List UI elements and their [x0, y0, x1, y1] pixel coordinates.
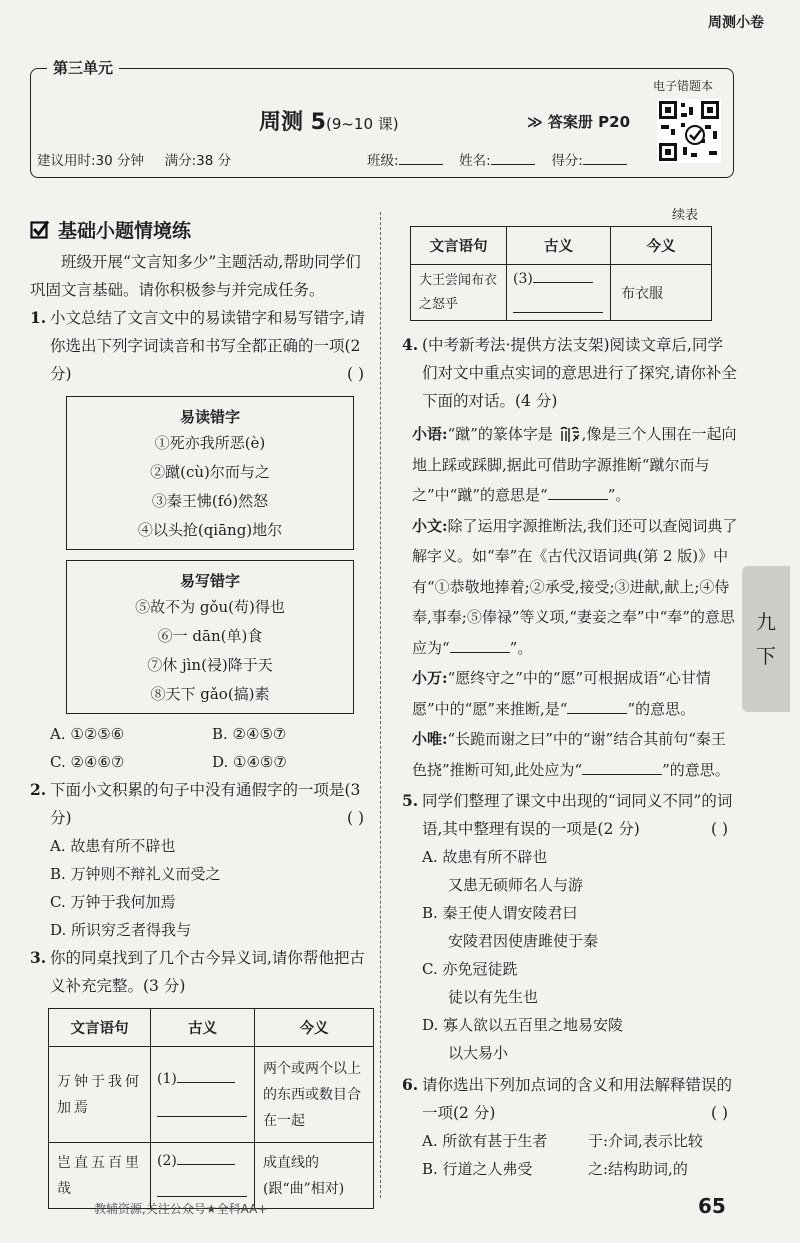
q1-options-row1	[30, 720, 374, 748]
blank-number: (1)	[157, 1070, 177, 1087]
option-b[interactable]: B. 万钟则不辩礼义而受之	[50, 865, 221, 883]
cell-sentence: 万钟于我何加焉	[49, 1047, 151, 1143]
speaker-name: 小万:	[412, 669, 448, 687]
option-c[interactable]: C. 万钟于我何加焉	[50, 893, 176, 911]
right-column	[402, 204, 738, 1183]
qr-code-icon[interactable]	[657, 99, 721, 163]
dialogue-end: ”。	[607, 486, 631, 504]
easy-miswrite-box	[66, 560, 354, 714]
question-text: 同学们整理了课文中出现的“词同义不同”的词语,其中整理有误的一项是(2 分)	[422, 792, 733, 838]
name-label: 姓名:	[459, 153, 491, 169]
option-line: 徒以有先生也	[448, 988, 539, 1006]
class-label: 班级:	[367, 153, 399, 169]
dialogue-text: “长跪而谢之曰”中的“谢”结合其前句“秦王色挠”推断可知,此处应为“	[412, 730, 726, 779]
unit-label: 第三单元	[47, 57, 119, 78]
question-number: 1.	[30, 308, 47, 327]
box-item: ⑦休 jìn(祲)降于天	[147, 656, 273, 674]
question-number: 5.	[402, 791, 419, 810]
dialogue	[402, 419, 738, 785]
option-b[interactable]: B. ②④⑤⑦	[212, 725, 287, 743]
section-title-text: 基础小题情境练	[58, 219, 192, 242]
page-tag: 周测小卷	[708, 15, 764, 31]
cell-modern: 两个或两个以上的东西或数目合在一起	[255, 1047, 374, 1143]
header-sentence: 文言语句	[49, 1009, 151, 1047]
option-explanation: 之:结构助词,的	[588, 1160, 688, 1178]
box-item: ③秦王怫(fó)然怒	[151, 492, 269, 510]
suggested-time: 建议用时:30 分钟	[37, 153, 145, 169]
dialogue-end: ”。	[509, 638, 533, 657]
table-row	[49, 1143, 374, 1209]
seal-script-character-icon	[558, 425, 582, 445]
answer-paren[interactable]: ( )	[346, 365, 364, 383]
option-d[interactable]	[402, 1011, 738, 1067]
test-title	[259, 105, 399, 136]
archaic-words-table	[48, 1008, 374, 1209]
box-item: ②蹴(cù)尔而与之	[150, 463, 270, 481]
question-5	[402, 787, 738, 843]
option-line: A. 故患有所不辟也	[422, 848, 548, 866]
cell-blank[interactable]	[151, 1047, 255, 1143]
option-line: 以大易小	[448, 1044, 509, 1062]
speaker-name: 小唯:	[412, 730, 448, 748]
easy-misread-box	[66, 396, 354, 550]
dialogue-text: 除了运用字源推断法,我们还可以查阅词典了解字义。如“奉”在《古代汉语词典(第 2 版)》中有“①恭敬地捧着;②承受,接受;③进献,献上;④侍奉,事奉;⑤俸禄”等义项,“妻妾之奉”中“奉”的意思应为“	[412, 516, 738, 657]
cell-modern: 成直线的(跟“曲”相对)	[255, 1143, 374, 1209]
question-text: 小文总结了文言文中的易读错字和易写错字,请你选出下列字词读音和书写全都正确的一项(2 分)	[50, 309, 365, 383]
answer-blank[interactable]	[548, 486, 608, 500]
question-number: 6.	[402, 1075, 419, 1094]
table-continued-label: 续表	[671, 208, 698, 223]
checkbox-icon	[30, 219, 50, 239]
dialogue-xiaoyu	[412, 419, 738, 511]
section-intro: 班级开展“文言知多少”主题活动,帮助同学们巩固文言基础。请你积极参与并完成任务。	[30, 253, 361, 299]
option-b[interactable]	[402, 1155, 738, 1183]
question-3	[30, 944, 374, 1000]
test-header	[30, 59, 734, 178]
answer-paren[interactable]: ( )	[710, 1104, 728, 1122]
box-item: ⑥一 dān(单)食	[157, 627, 263, 645]
option-a[interactable]: A. 故患有所不辟也	[50, 837, 176, 855]
option-a[interactable]	[402, 843, 738, 899]
speaker-name: 小文:	[412, 516, 448, 535]
class-field[interactable]	[399, 153, 443, 165]
question-4	[402, 331, 738, 415]
column-divider	[380, 212, 381, 1198]
full-score: 满分:38 分	[164, 153, 232, 169]
option-line: D. 寡人欲以五百里之地易安陵	[422, 1016, 624, 1034]
student-fields	[367, 149, 627, 169]
question-6	[402, 1071, 738, 1127]
qr-label: 电子错题本	[653, 79, 714, 93]
cell-blank[interactable]	[507, 265, 611, 321]
answer-blank[interactable]	[582, 761, 662, 775]
question-text: (中考新考法·提供方法支架)阅读文章后,同学们对文中重点实词的意思进行了探究,请你补全下面的对话。(4 分)	[422, 336, 737, 410]
question-text: 下面小文积累的句子中没有通假字的一项是(3 分)	[50, 781, 361, 827]
option-line: 安陵君因使唐雎使于秦	[448, 932, 599, 950]
table-header-row	[49, 1009, 374, 1047]
blank-number: (2)	[157, 1152, 177, 1169]
answer-paren[interactable]: ( )	[346, 809, 364, 827]
option-line: 又患无硕师名人与游	[448, 876, 584, 894]
option-c[interactable]: C. ②④⑥⑦	[50, 753, 125, 771]
option-d[interactable]: D. ①④⑤⑦	[212, 753, 287, 771]
side-tab-grade: 九	[756, 610, 776, 634]
header-modern: 今义	[255, 1009, 374, 1047]
header-ancient: 古义	[507, 227, 611, 265]
test-title-sub: (9~10 课)	[325, 115, 399, 133]
archaic-words-table-continued	[410, 226, 712, 321]
table-header-row	[411, 227, 712, 265]
box-item: ①死亦我所恶(è)	[154, 434, 266, 452]
box-item: ⑧天下 gǎo(搞)素	[150, 685, 270, 703]
page-number: 65	[698, 1194, 726, 1218]
score-field[interactable]	[583, 153, 627, 165]
question-number: 4.	[402, 335, 419, 354]
dialogue-xiaowen	[412, 511, 738, 664]
test-title-main: 周测 5	[259, 110, 326, 135]
option-line: C. 亦免冠徒跣	[422, 960, 518, 978]
cell-sentence: 大王尝闻布衣之怒乎	[411, 265, 507, 321]
option-a[interactable]: A. ①②⑤⑥	[50, 725, 125, 743]
box-item: ⑤故不为 gǒu(苟)得也	[135, 598, 285, 616]
footer-note: 教辅资源,关注公众号★全科AA+	[94, 1202, 268, 1216]
box-item: ④以头抢(qiāng)地尔	[137, 521, 283, 539]
dialogue-end: ”的意思。	[627, 699, 696, 718]
header-modern: 今义	[611, 227, 712, 265]
table-row	[49, 1047, 374, 1143]
answer-blank[interactable]	[450, 639, 510, 653]
cell-blank[interactable]	[151, 1143, 255, 1209]
question-number: 2.	[30, 780, 47, 799]
option-b[interactable]	[402, 899, 738, 955]
option-line: B. 秦王使人谓安陵君曰	[422, 904, 578, 922]
header-ancient: 古义	[151, 1009, 255, 1047]
left-column	[30, 214, 374, 1209]
option-sentence: A. 所欲有甚于生者	[422, 1132, 548, 1150]
table-row	[411, 265, 712, 321]
box-title: 易写错字	[179, 572, 240, 590]
dialogue-xiaowei	[412, 724, 738, 785]
answer-reference: ≫ 答案册 P20	[527, 113, 631, 131]
section-title	[30, 214, 374, 244]
option-sentence: B. 行道之人弗受	[422, 1160, 533, 1178]
blank-number: (3)	[513, 270, 533, 287]
option-explanation: 于:介词,表示比较	[588, 1132, 703, 1150]
option-d[interactable]: D. 所识穷乏者得我与	[50, 921, 192, 939]
score-label: 得分:	[551, 153, 583, 169]
q1-options-row2	[30, 748, 374, 776]
question-1	[30, 304, 374, 388]
dialogue-text: “蹴”的篆体字是	[447, 425, 553, 443]
top-bar	[0, 0, 800, 48]
answer-blank[interactable]	[567, 700, 627, 714]
question-text: 请你选出下列加点词的含义和用法解释错误的一项(2 分)	[422, 1076, 733, 1122]
question-number: 3.	[30, 948, 47, 967]
option-c[interactable]	[402, 955, 738, 1011]
question-text: 你的同桌找到了几个古今异义词,请你帮他把古义补充完整。(3 分)	[50, 949, 365, 995]
side-tab-term: 下	[756, 644, 776, 668]
dialogue-text: “愿终守之”中的“愿”可根据成语“心甘情愿”中的“愿”来推断,是“	[412, 669, 711, 718]
cell-modern: 布衣服	[611, 265, 712, 321]
time-score	[37, 149, 231, 169]
answer-paren[interactable]: ( )	[710, 820, 728, 838]
dialogue-xiaowan	[412, 663, 738, 724]
box-title: 易读错字	[179, 408, 240, 426]
grade-side-tab	[742, 566, 790, 712]
speaker-name: 小语:	[412, 425, 448, 443]
cell-sentence: 岂直五百里哉	[49, 1143, 151, 1209]
name-field[interactable]	[491, 153, 535, 165]
header-sentence: 文言语句	[411, 227, 507, 265]
question-2	[30, 776, 374, 832]
dialogue-end: ”的意思。	[662, 760, 730, 779]
option-a[interactable]	[402, 1127, 738, 1155]
dialogue-text: ,像是三个人围在一起向地上踩或踩脚,据此可借助字源推断“蹴尔而与之”中“蹴”的意思是“	[412, 425, 737, 504]
